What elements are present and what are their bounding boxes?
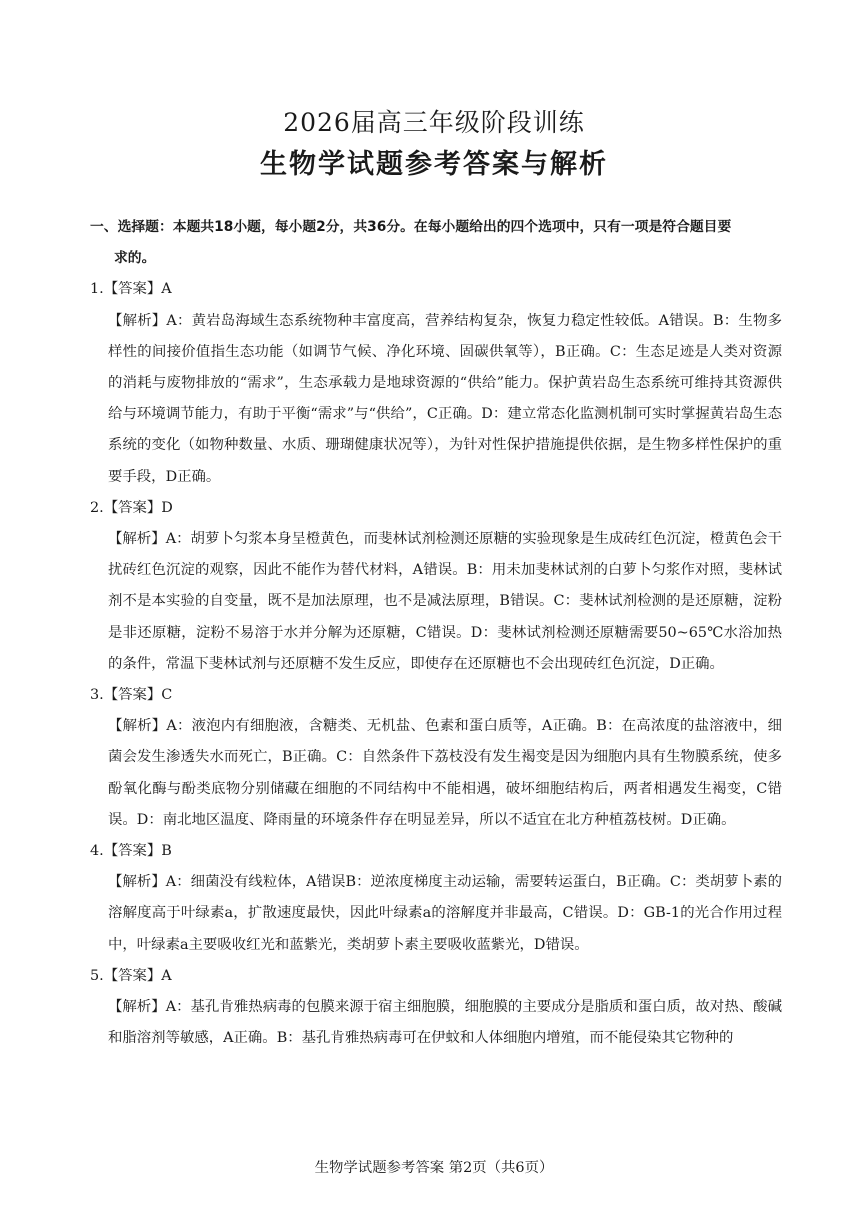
question-3-explanation: 【解析】A：液泡内有细胞液，含糖类、无机盐、色素和蛋白质等，A正确。B：在高浓度的盐溶液中，细菌会发生渗透失水而死亡，B正确。C：自然条件下荔枝没有发生褐变是因为细胞内具有生物膜系统，使多酚氧化酶与酚类底物分别储藏在细胞的不同结构中不能相遇，破坏细胞结构后，两者相遇发生褐变，C错误。D：南北地区温度、降雨量的环境条件存在明显差异，所以不适宜在北方种植荔枝树。D正确。: [108, 718, 782, 828]
question-1-explanation: 【解析】A：黄岩岛海域生态系统物种丰富度高，营养结构复杂，恢复力稳定性较低。A错误。B：生物多样性的间接价值指生态功能（如调节气候、净化环境、固碳供氧等），B正确。C：生态足迹是人类对资源的消耗与废物排放的“需求”，生态承载力是地球资源的“供给”能力。保护黄岩岛生态系统可维持其资源供给与环境调节能力，有助于平衡“需求”与“供给”，C正确。D：建立常态化监测机制可实时掌握黄岩岛生态系统的变化（如物种数量、水质、珊瑚健康状况等），为针对性保护措施提供依据，是生物多样性保护的重要手段，D正确。: [108, 312, 782, 485]
section-heading: [90, 212, 782, 274]
question-1-answer: 1.【答案】A: [90, 281, 172, 298]
question-2-answer: 2.【答案】D: [90, 499, 173, 516]
question-2-explanation: 【解析】A：胡萝卜匀浆本身呈橙黄色，而斐林试剂检测还原糖的实验现象是生成砖红色沉淀，橙黄色会干扰砖红色沉淀的观察，因此不能作为替代材料，A错误。B：用未加斐林试剂的白萝卜匀浆作对照，斐林试剂不是本实验的自变量，既不是加法原理，也不是减法原理，B错误。C：斐林试剂检测的是还原糖，淀粉是非还原糖，淀粉不易溶于水并分解为还原糖，C错误。D：斐林试剂检测还原糖需要50~65℃水浴加热的条件，常温下斐林试剂与还原糖不发生反应，即使存在还原糖也不会出现砖红色沉淀，D正确。: [108, 531, 782, 672]
question-5-explanation: 【解析】A：基孔肯雅热病毒的包膜来源于宿主细胞膜，细胞膜的主要成分是脂质和蛋白质，故对热、酸碱和脂溶剂等敏感，A正确。B：基孔肯雅热病毒可在伊蚊和人体细胞内增殖，而不能侵染其它物种的: [108, 999, 782, 1047]
document-title-line1: 2026届高三年级阶段训练: [283, 108, 585, 137]
document-title-line2: 生物学试题参考答案与解析: [260, 149, 608, 180]
question-3-answer: 3.【答案】C: [90, 687, 173, 704]
section-heading-continuation: 求的。: [114, 250, 156, 267]
question-4-explanation: 【解析】A：细菌没有线粒体，A错误B：逆浓度梯度主动运输，需要转运蛋白，B正确。C：类胡萝卜素的溶解度高于叶绿素a，扩散速度最快，因此叶绿素a的溶解度并非最高，C错误。D：GB-1的光合作用过程中，叶绿素a主要吸收红光和蓝紫光，类胡萝卜素主要吸收蓝紫光，D错误。: [108, 874, 782, 953]
page-footer: 生物学试题参考答案 第2页（共6页）: [314, 1160, 554, 1176]
question-4-answer: 4.【答案】B: [90, 843, 172, 860]
question-5-answer: 5.【答案】A: [90, 967, 172, 984]
section-heading-text: 一、选择题：本题共18小题，每小题2分，共36分。在每小题给出的四个选项中，只有一项是符合题目要: [90, 219, 732, 235]
document-body: [90, 212, 782, 1054]
